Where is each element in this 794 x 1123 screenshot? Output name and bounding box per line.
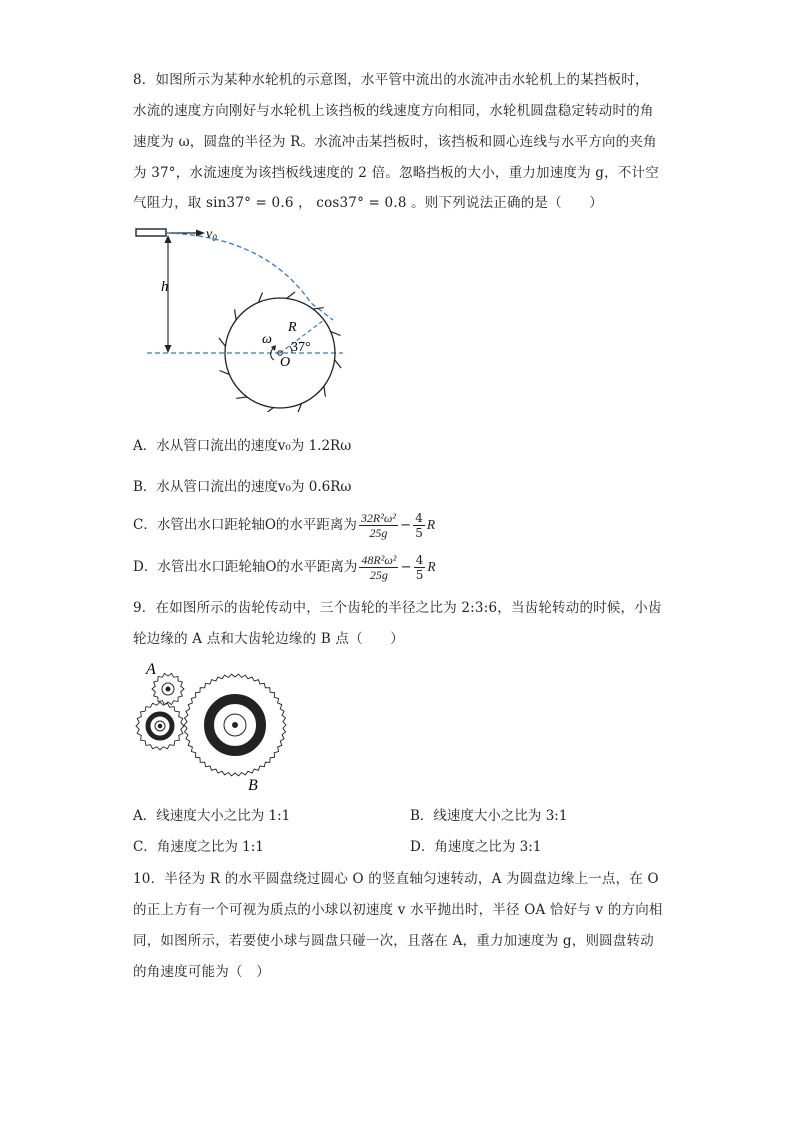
q10-line-4: 的角速度可能为（ ） (133, 964, 270, 980)
q8-option-a[interactable]: A．水从管口流出的速度v₀为 1.2Rω (133, 438, 352, 454)
q10-line-3: 同，如图所示，若要使小球与圆盘只碰一次，且落在 A，重力加速度为 g，则圆盘转动 (133, 933, 654, 949)
R-label: R (288, 320, 297, 335)
q8-line-1: 8．如图所示为某种水轮机的示意图，水平管中流出的水流冲击水轮机上的某挡板时， (133, 72, 649, 88)
rotation-arrow-icon (271, 348, 274, 360)
paddle (235, 309, 236, 320)
q8-option-d-text: D．水管出水口距轮轴O的水平距离为 (133, 559, 358, 575)
wheel-paddles (219, 292, 341, 412)
paddle (313, 308, 324, 309)
q8-option-d[interactable]: D．水管出水口距轮轴O的水平距离为 $\frac{\text{48R²ω²}}{25g}$ − $\frac{4}{5}$ R (133, 553, 436, 582)
q8-line-3: 速度为 ω，圆盘的半径为 R。水流冲击某挡板时，该挡板和圆心连线与水平方向的夹角 (133, 134, 657, 150)
water-wheel-figure (135, 222, 365, 412)
pipe-outlet (136, 229, 166, 236)
small-gear-A (152, 673, 184, 704)
q8-option-c-text: C．水管出水口距轮轴O的水平距离为 (133, 517, 357, 533)
q9-line-1: 9．在如图所示的齿轮传动中，三个齿轮的半径之比为 2:3:6，当齿轮转动的时候，小齿 (133, 600, 662, 616)
q10-line-1: 10．半径为 R 的水平圆盘绕过圆心 O 的竖直轴匀速转动，A 为圆盘边缘上一点，在 O (133, 871, 659, 887)
h-label: h (161, 279, 169, 295)
v0-label: $v_0$ (206, 227, 217, 243)
omega-label: ω (262, 332, 272, 347)
middle-gear (136, 702, 184, 750)
q8-option-c-fraction: $\frac{\text{32R²ω²}}{25g}$ (360, 511, 396, 540)
q8-line-4: 为 37°，水流速度为该挡板线速度的 2 倍。忽略挡板的大小，重力加速度为 g，不计空 (133, 165, 659, 181)
q8-option-b[interactable]: B．水从管口流出的速度v₀为 0.6Rω (133, 479, 352, 495)
q9-option-c[interactable]: C．角速度之比为 1:1 (133, 839, 264, 855)
point-A-label: A (146, 661, 156, 678)
q10-line-2: 的正上方有一个可视为质点的小球以初速度 v 水平抛出时，半径 OA 恰好与 v 的方向相 (133, 902, 663, 918)
paddle (219, 338, 226, 346)
paddle (265, 408, 273, 412)
gear-figure (130, 654, 290, 794)
q8-line-2: 水流的速度方向刚好与水轮机上该挡板的线速度方向相同，水轮机圆盘稳定转动时的角 (133, 103, 654, 119)
paddle (335, 360, 342, 368)
paddle (287, 292, 295, 299)
q9-line-2: 轮边缘的 A 点和大齿轮边缘的 B 点（ ） (133, 631, 404, 647)
q8-line-5: 气阻力，取 sin37° = 0.6 ， cos37° = 0.8 。则下列说法正确的是（ ） (133, 195, 603, 211)
paddle (324, 386, 325, 397)
large-gear-B (184, 674, 286, 776)
q8-option-d-fraction: $\frac{\text{48R²ω²}}{25g}$ (361, 553, 397, 582)
center-O-label: O (280, 355, 291, 370)
angle-label: 37° (291, 340, 311, 355)
q9-option-d[interactable]: D．角速度之比为 3:1 (410, 839, 542, 855)
paddle (236, 397, 247, 398)
q8-option-c[interactable]: C．水管出水口距轮轴O的水平距离为 $\frac{\text{32R²ω²}}{25g}$ − $\frac{4}{5}$ R (133, 511, 436, 540)
q9-option-b[interactable]: B．线速度大小之比为 3:1 (410, 808, 568, 824)
point-B-label: B (248, 777, 258, 794)
q9-option-a[interactable]: A．线速度大小之比为 1:1 (133, 808, 291, 824)
